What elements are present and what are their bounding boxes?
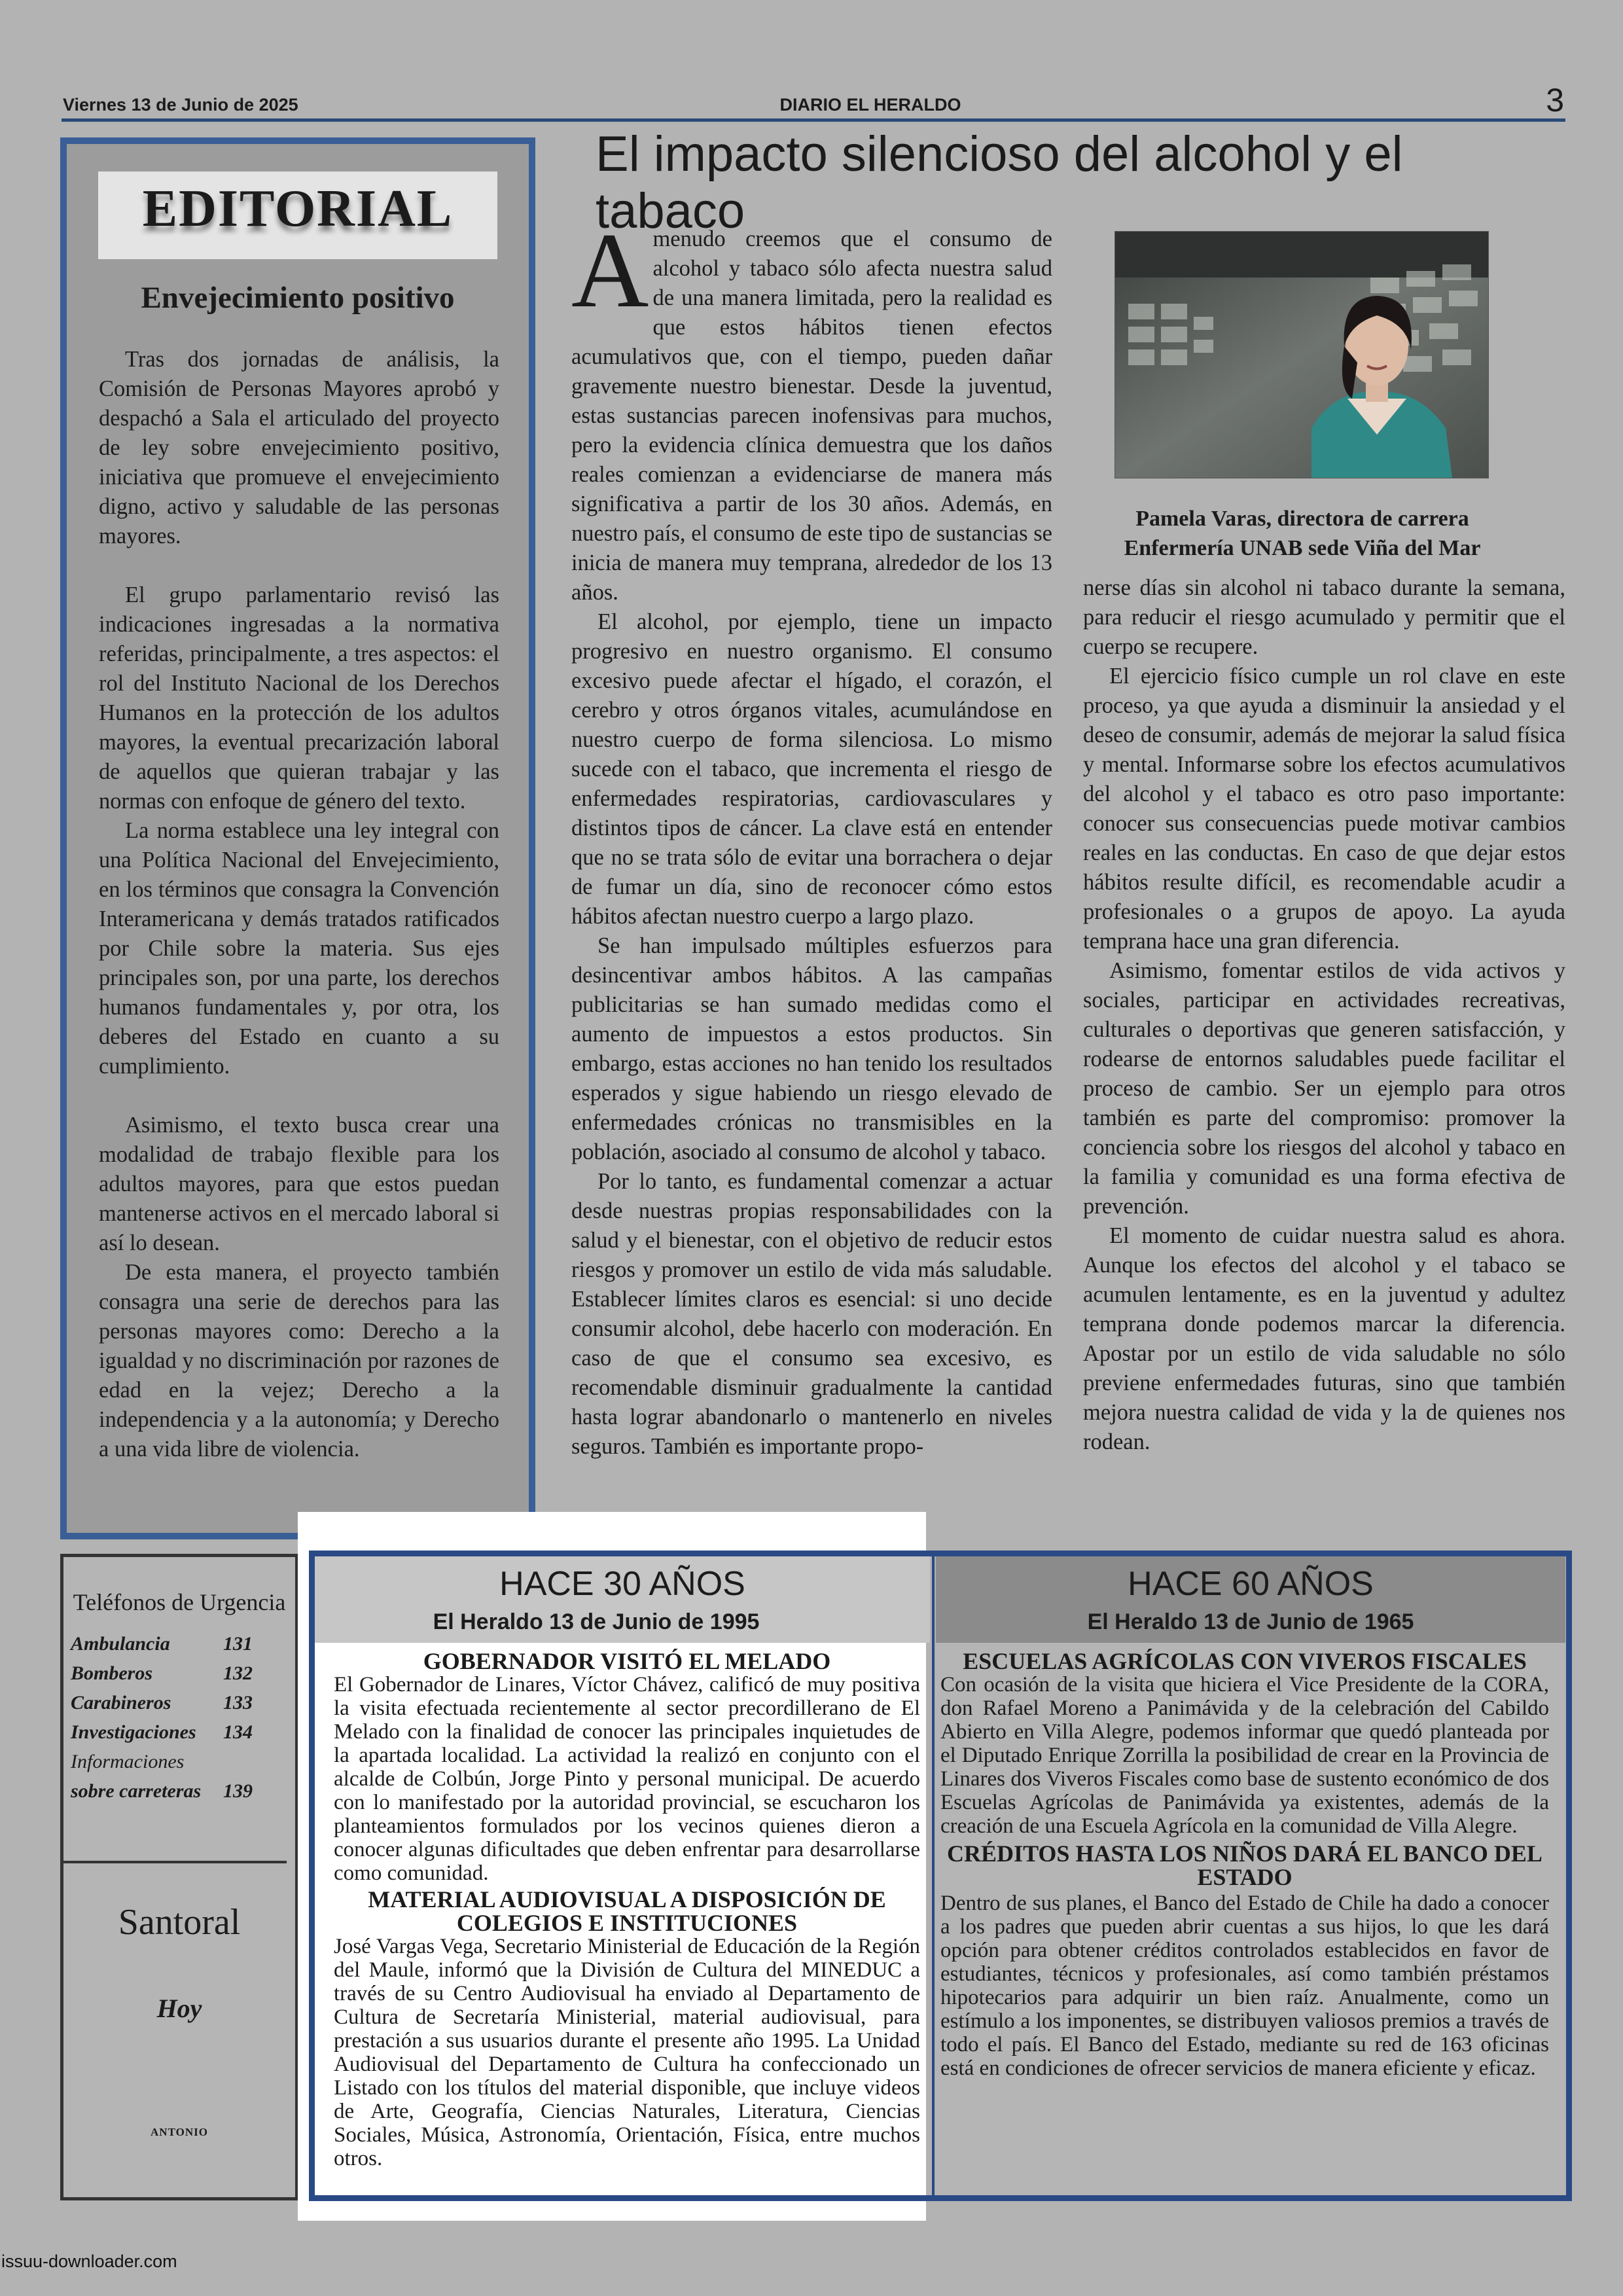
story-headline: ESCUELAS AGRÍCOLAS CON VIVEROS FISCALES <box>963 1648 1527 1674</box>
story-headline: CRÉDITOS HASTA LOS NIÑOS DARÁ EL BANCO DEL ESTADO <box>947 1840 1543 1890</box>
story-headline: MATERIAL AUDIOVISUAL A DISPOSICIÓN DE COLEGIOS E INSTITUCIONES <box>368 1886 886 1936</box>
author-photo <box>1115 231 1489 478</box>
editorial-subtitle: Envejecimiento positivo <box>141 281 455 315</box>
article-column-1 <box>571 211 1052 1462</box>
article-paragraph: El ejercicio físico cumple un rol clave en este proceso, ya que ayuda a disminuir la ansiedad y el deseo de consumir, además de mejorar la salud física y mental. Informarse sobre los efectos acumulativos del alcohol y el tabaco es otro paso importante: conocer sus consecuencias puede motivar cambios reales en las conductas. En caso de que dejar estos hábitos resulte difícil, es recomendable acudir a profesionales o a grupos de apoyo. La ayuda temprana hace una gran diferencia. <box>1083 664 1565 954</box>
hace-60-date: El Heraldo 13 de Junio de 1965 <box>1087 1609 1414 1634</box>
editorial-paragraph: Asimismo, el texto busca crear una modalidad de trabajo flexible para los adultos mayores, para que estos puedan mantenerse activos en el mercado laboral si así lo desean. <box>99 1113 499 1255</box>
emergency-number: 131 <box>223 1633 253 1655</box>
article-paragraph: Se han impulsado múltiples esfuerzos para desincentivar ambos hábitos. A las campañas publicitarias se han sumado medidas como el aumento de impuestos a estos productos. Sin embargo, estas acciones no han tenido los resultados esperados y sigue habiendo un riesgo elevado de enfermedades crónicas no transmisibles en la población, asociado al consumo de alcohol y tabaco. <box>571 933 1052 1164</box>
article-paragraph <box>571 211 1052 607</box>
story-paragraph: El Gobernador de Linares, Víctor Chávez, calificó de muy positiva la visita efectuada recientemente al sector precordillerano de El Melado con la finalidad de conocer las principales inquietudes de la apartada localidad. La actividad la realizó en conjunto con el alcalde de Colbún, Jorge Pinto y personal municipal. De acuerdo con lo manifestado por la autoridad provincial, se escucharon los planteamientos formulados por los vecinos quienes dieron a conocer algunas dificultades que deben enfrentar para desarrollarse como comunidad. <box>334 1673 920 1885</box>
santoral-name: ANTONIO <box>151 2126 208 2138</box>
hace-30-content <box>334 1649 920 2170</box>
editorial-heading: EDITORIAL <box>142 180 454 238</box>
emergency-label: Ambulancia <box>71 1633 170 1655</box>
editorial-paragraph: El grupo parlamentario revisó las indicaciones ingresadas a la normativa referidas, principalmente, a tres aspectos: el rol del Instituto Nacional de los Derechos Humanos en la protección de los adultos mayores, la eventual precarización laboral de aquellos que quieran trabajar y las normas con enfoque de género del texto. <box>99 583 499 814</box>
emergency-label: Investigaciones <box>71 1721 196 1743</box>
newspaper-name: DIARIO EL HERALDO <box>779 95 961 115</box>
article-column-2 <box>1083 573 1565 1457</box>
hace-30-date: El Heraldo 13 de Junio de 1995 <box>433 1609 760 1634</box>
article-paragraph: Por lo tanto, es fundamental comenzar a actuar desde nuestras propias responsabilidades con la salud y el bienestar, con el objetivo de reducir estos riesgos y promover un estilo de vida más saludable. Establecer límites claros es esencial: si uno decide consumir alcohol, debe hacerlo con moderación. En caso de que el consumo sea excesivo, es recomendable disminuir gradualmente la cantidad hasta lograr abandonarlo o mantenerlo en niveles seguros. También es importante propo- <box>571 1169 1052 1459</box>
article-paragraph: Asimismo, fomentar estilos de vida activos y sociales, participar en actividades recreativas, culturales o deportivas que generen satisfacción, y rodearse de entornos saludables puede facilitar el proceso de cambio. Ser un ejemplo para otros también es parte del compromiso: promover la conciencia sobre los riesgos del alcohol y tabaco en la familia y comunidad es una forma efectiva de prevención. <box>1083 958 1565 1219</box>
emergency-label: sobre carreteras <box>71 1780 202 1802</box>
article-paragraph: El alcohol, por ejemplo, tiene un impacto progresivo en nuestro organismo. El consumo excesivo puede afectar el hígado, el corazón, el cerebro y otros órganos vitales, acumulándose en nuestro cuerpo de forma silenciosa. Lo mismo sucede con el tabaco, que incrementa el riesgo de enfermedades respiratorias, cardiovasculares y distintos tipos de cáncer. La clave está en entender que no se trata sólo de evitar una borrachera o dejar de fumar un día, sino de reconocer cómo estos hábitos afectan nuestro cuerpo a largo plazo. <box>571 609 1052 929</box>
editorial-paragraph: De esta manera, el proyecto también consagra una serie de derechos para las personas mayores como: Derecho a la igualdad y no discriminación por razones de edad en la vejez; Derecho a la independencia y a la autonomía; y Derecho a una vida libre de violencia. <box>99 1260 499 1462</box>
story-paragraph: José Vargas Vega, Secretario Ministerial de Educación de la Región del Maule, informó que la División de Cultura del MINEDUC a través de su Centro Audiovisual ha enviado al Departamento de Cultura de Secretaría Ministerial, material audiovisual, para prestación a sus usuarios durante el presente año 1995. La Unidad Audiovisual del Departamento de Cultura ha confeccionado un Listado con los títulos del material disponible, que incluye videos de Arte, Geografía, Ciencias Naturales, Literatura, Ciencias Sociales, Música, Astronomía, Orientación, Física, entre muchos otros. <box>334 1935 920 2170</box>
article-paragraph: nerse días sin alcohol ni tabaco durante la semana, para reducir el riesgo acumulado y permitir que el cuerpo se recupere. <box>1083 575 1565 659</box>
emergency-label: Carabineros <box>71 1692 171 1713</box>
article-paragraph-text: menudo creemos que el consumo de alcohol y tabaco sólo afecta nuestra salud de una manera limitada, pero la realidad es que estos hábitos tienen efectos acumulativos que, con el tiempo, pueden dañar gravemente nuestro bienestar. Desde la juventud, estas sustancias parecen inofensivas para muchos, pero la evidencia clínica demuestra que los daños reales comienzan a evidenciarse de manera más significativa a partir de los 30 años. Además, en nuestro país, el consumo de este tipo de sustancias se inicia de manera muy temprana, alrededor de los 13 años. <box>571 226 1052 605</box>
hace-60-content <box>940 1649 1549 2080</box>
story-text <box>940 1892 1549 2080</box>
emergency-number: 132 <box>223 1662 253 1684</box>
emergency-row <box>71 1780 287 1810</box>
emergency-label: Bomberos <box>71 1662 153 1684</box>
hace-divider <box>932 1554 935 2198</box>
emergency-row <box>71 1633 287 1662</box>
story-paragraph: Con ocasión de la visita que hiciera el Vice Presidente de la CORA, don Rafael Moreno a Panimávida y de la celebración del Cabildo Abierto en Villa Alegre, podemos informar que quedó planteada por el Diputado Enrique Zorrilla la posibilidad de crear en la Provincia de Linares dos Viveros Fiscales como base de sustento económico de dos Escuelas Agrícolas de Panimávida ya existentes, además de la creación de una Escuela Agrícola en la comunidad de Villa Alegre. <box>940 1673 1549 1838</box>
santoral-today: Hoy <box>156 1994 202 2023</box>
page-number: 3 <box>1546 82 1564 118</box>
article-title: El impacto silencioso del alcohol y el tabaco <box>596 126 1403 239</box>
editorial-paragraph: La norma establece una ley integral con una Política Nacional del Envejecimiento, en los términos que consagra la Convención Interamericana y demás tratados ratificados por Chile sobre la materia. Sus ejes principales son, por una parte, los derechos humanos fundamentales y, por otra, los deberes del Estado en cuanto a su cumplimiento. <box>99 818 499 1079</box>
santoral-title: Santoral <box>118 1902 241 1943</box>
emergency-row <box>71 1751 287 1780</box>
emergency-number: 133 <box>223 1692 253 1713</box>
caption-line: Enfermería UNAB sede Viña del Mar <box>1124 536 1481 560</box>
photo-caption <box>1083 504 1522 563</box>
sidebar-divider <box>63 1861 287 1863</box>
emergency-label: Informaciones <box>71 1751 185 1772</box>
drop-cap: A <box>571 211 649 330</box>
header-rule <box>62 118 1565 122</box>
story-headline: GOBERNADOR VISITÓ EL MELADO <box>423 1648 831 1674</box>
emergency-row <box>71 1721 287 1751</box>
emergency-row <box>71 1662 287 1692</box>
editorial-paragraph: Tras dos jornadas de análisis, la Comisión de Personas Mayores aprobó y despachó a Sala el articulado del proyecto de ley sobre envejecimiento positivo, iniciativa que promueve el envejecimiento digno, activo y saludable de las personas mayores. <box>99 347 499 548</box>
hace-30-title: HACE 30 AÑOS <box>499 1565 745 1603</box>
story-paragraph: Dentro de sus planes, el Banco del Estado de Chile ha dado a conocer a los padres que pueden abrir cuentas a sus hijos, lo que les dará opción para obtener créditos controlados establecidos en favor de estudiantes, técnicos y profesionales, así como también préstamos hipotecarios para adquirir un bien raíz. Anualmente, como un estímulo a los imponentes, se distribuyen valiosos premios a través de todo el país. El Banco del Estado, mediante su red de 163 oficinas está en condiciones de ofrecer servicios de manera eficiente y eficaz. <box>940 1892 1549 2080</box>
story-text <box>940 1673 1549 1838</box>
editorial-body <box>99 345 499 1464</box>
emergency-number: 134 <box>223 1721 253 1743</box>
hace-60-title: HACE 60 AÑOS <box>1128 1565 1374 1603</box>
issue-date: Viernes 13 de Junio de 2025 <box>63 95 298 115</box>
story-text <box>334 1935 920 2170</box>
emergency-phones-title: Teléfonos de Urgencia <box>73 1589 286 1615</box>
story-text <box>334 1673 920 1885</box>
watermark-text[interactable]: issuu-downloader.com <box>1 2251 177 2271</box>
emergency-number: 139 <box>223 1780 253 1802</box>
caption-line: Pamela Varas, directora de carrera <box>1135 507 1469 531</box>
article-paragraph: El momento de cuidar nuestra salud es ahora. Aunque los efectos del alcohol y el tabaco se acumulen lentamente, es en la juventud y adultez temprana donde podemos marcar la diferencia. Apostar por un estilo de vida saludable no sólo previene enfermedades futuras, sino que también mejora nuestra calidad de vida y la de quienes nos rodean. <box>1083 1223 1565 1454</box>
emergency-row <box>71 1692 287 1721</box>
